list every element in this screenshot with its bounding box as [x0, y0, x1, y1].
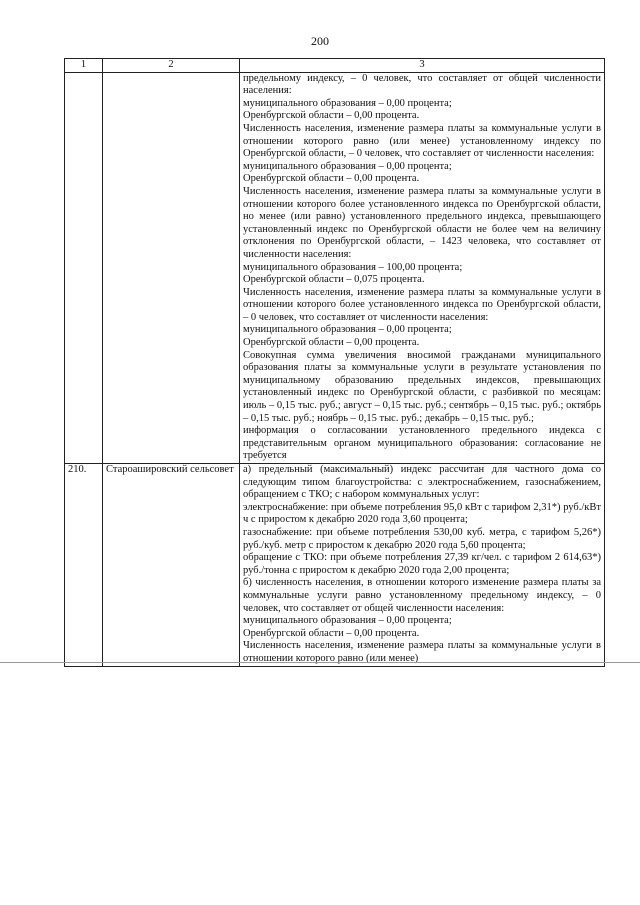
paragraph: Численность населения, изменение размера платы за коммунальные услуги в отношении которого равно (или менее) установленному индексу по Оренбургской области, – 0 человек, что составляет от численности населения:: [243, 122, 601, 160]
paragraph: муниципального образования – 0,00 процента;: [243, 160, 452, 172]
paragraph: Оренбургской области – 0,075 процента.: [243, 274, 425, 286]
paragraph: газоснабжение: при объеме потребления 530,00 куб. метра, с тарифом 5,26*) руб./куб. метр с приростом к декабрю 2020 года 5,60 процента;: [243, 526, 601, 551]
paragraph: Оренбургской области – 0,00 процента.: [243, 337, 420, 349]
paragraph: муниципального образования – 0,00 процента;: [243, 615, 452, 627]
paragraph: Оренбургской области – 0,00 процента.: [243, 110, 420, 122]
row-number-cell: [65, 72, 103, 463]
paragraph: Оренбургской области – 0,00 процента.: [243, 173, 420, 185]
paragraph: информация о согласовании установленного предельного индекса с представительным органом муниципального образования: согласование не требуется: [243, 425, 601, 462]
paragraph: муниципального образования – 0,00 процента;: [243, 324, 452, 336]
row-number-cell: 210.: [65, 464, 103, 667]
table-row-210: [65, 464, 605, 667]
header-col-1: 1: [65, 59, 103, 73]
paragraph: Численность населения, изменение размера платы за коммунальные услуги в отношении которого более установленного индекса по Оренбургской области, – 0 человек, что составляет от численности населения:: [243, 286, 601, 323]
paragraph: обращение с ТКО: при объеме потребления 27,39 кг/чел. с тарифом 2 614,63*) руб./тонна с приростом к декабрю 2020 года 2,00 процента;: [243, 552, 601, 576]
paragraph: Численность населения, изменение размера платы за коммунальные услуги в отношении которого равно (или менее): [243, 640, 601, 664]
row-name-cell: Староашировский сельсовет: [103, 464, 240, 667]
row-content-cell: [240, 464, 605, 667]
paragraph: муниципального образования – 0,00 процента;: [243, 97, 452, 109]
document-table: [64, 58, 605, 667]
scan-line: [0, 662, 640, 663]
paragraph: Совокупная сумма увеличения вносимой гражданами муниципального образования платы за коммунальные услуги в результате установления по муниципальному образованию предельных индексов, превышающих установленный индекс по Оренбургской области, с разбивкой по месяцам: июль – 0,15 тыс. руб.; август – 0,15 тыс. руб.; сентябрь – 0,15 тыс. руб.; октябрь – 0,15 тыс. руб.; ноябрь – 0,15 тыс. руб.; декабрь – 0,15 тыс. руб.;: [243, 349, 601, 424]
paragraph: муниципального образования – 100,00 процента;: [243, 261, 463, 273]
paragraph: б) численность населения, в отношении которого изменение размера платы за коммунальные услуги равно установленному предельному индексу, – 0 человек, что составляет от общей численности населения:: [243, 577, 601, 614]
paragraph: предельному индексу, – 0 человек, что составляет от общей численности населения:: [243, 72, 601, 97]
row-content-cell: [240, 72, 605, 463]
paragraph: электроснабжение: при объеме потребления 95,0 кВт с тарифом 2,31*) руб./кВт ч с приростом к декабрю 2020 года 3,60 процента;: [243, 501, 601, 526]
paragraph: Численность населения, изменение размера платы за коммунальные услуги в отношении которого более установленного индекса по Оренбургской области, но менее (или равно) установленного предельного индекса, превышающего установленный индекс по Оренбургской области не более чем на величину отклонения по Оренбургской области, – 1423 человека, что составляет от численности населения:: [243, 185, 601, 260]
table-row-continued: [65, 72, 605, 463]
paragraph: а) предельный (максимальный) индекс рассчитан для частного дома со следующим типом благоустройства: с электроснабжением, газоснабжением, обращением с ТКО; с набором коммунальных услуг:: [243, 464, 601, 501]
header-col-3: 3: [240, 59, 605, 73]
paragraph: Оренбургской области – 0,00 процента.: [243, 627, 420, 639]
table-header-row: [65, 59, 605, 73]
header-col-2: 2: [103, 59, 240, 73]
page-number: 200: [311, 34, 329, 48]
row-name-cell: [103, 72, 240, 463]
